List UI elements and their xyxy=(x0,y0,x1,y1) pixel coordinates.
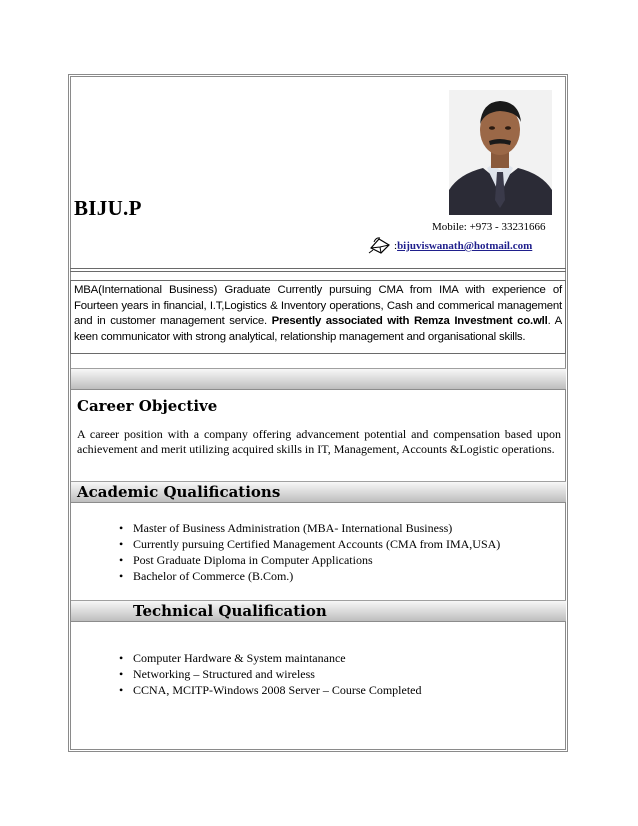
candidate-name: BIJU.P xyxy=(74,196,142,220)
list-item: • Computer Hardware & System maintanance xyxy=(119,650,422,666)
profile-summary xyxy=(70,280,566,354)
divider-line xyxy=(70,268,566,269)
summary-text-end: . A keen communicator with strong analytical, relationship management and organisational skills. xyxy=(74,315,562,343)
list-item: • Master of Business Administration (MBA- International Business) xyxy=(119,520,500,536)
list-item: • Currently pursuing Certified Management Accounts (CMA from IMA,USA) xyxy=(119,536,500,552)
list-item: • CCNA, MCITP-Windows 2008 Server – Course Completed xyxy=(119,682,422,698)
mail-icon xyxy=(368,236,392,256)
career-objective-heading: Career Objective xyxy=(77,397,218,415)
summary-current-employer: Presently associated with Remza Investment co.wll xyxy=(271,315,548,327)
technical-list xyxy=(119,650,422,698)
list-item: • Networking – Structured and wireless xyxy=(119,666,422,682)
technical-heading: Technical Qualification xyxy=(133,602,327,620)
email-link[interactable]: bijuviswanath@hotmail.com xyxy=(397,240,533,252)
summary-text: MBA(International Business) Graduate Currently pursuing CMA from IMA with experience of Fourteen years in financial, I.T,Logistics & Inventory operations, Cash and commerical management and in customer management service. xyxy=(74,284,562,327)
career-objective-text: A career position with a company offering advancement potential and compensation based upon achievement and merit utilizing acquired skills in IT, Management, Accounts &Logistic operations. xyxy=(77,427,561,456)
academic-list xyxy=(119,520,500,584)
email-prefix: : xyxy=(394,240,398,252)
list-item: • Post Graduate Diploma in Computer Applications xyxy=(119,552,500,568)
academic-heading: Academic Qualifications xyxy=(77,483,281,501)
section-band xyxy=(71,368,566,390)
divider-line xyxy=(70,271,566,272)
profile-photo xyxy=(449,90,552,215)
mobile-number: Mobile: +973 - 33231666 xyxy=(432,221,546,233)
email-row xyxy=(368,236,532,256)
list-item: • Bachelor of Commerce (B.Com.) xyxy=(119,568,500,584)
